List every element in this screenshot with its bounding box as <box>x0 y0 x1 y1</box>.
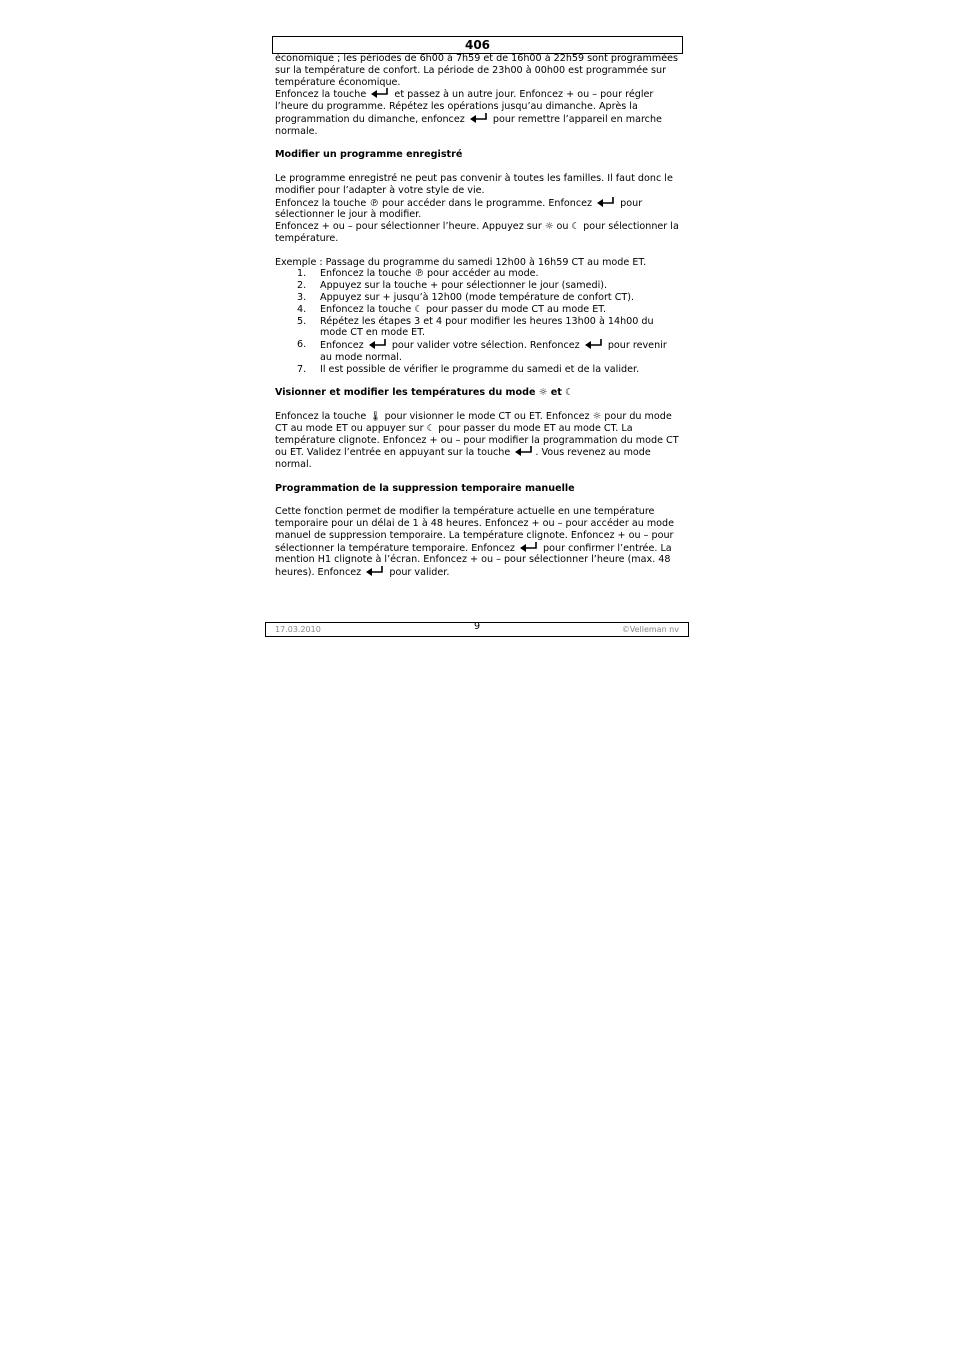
section-heading: Visionner et modifier les températures du mode ☼ et ☾ <box>275 387 574 399</box>
step-number: 4. <box>297 303 307 315</box>
paragraph: économique ; les périodes de 6h00 à 7h59 et de 16h00 à 22h59 sont programmées sur la température de confort. La période de 23h00 à 00h00 est programmée sur température économique. <box>275 53 679 88</box>
footer-date: 17.03.2010 <box>275 625 321 634</box>
enter-key-icon <box>369 339 387 349</box>
list-item <box>275 339 681 364</box>
text-run: pour confirmer l’entrée. La mention H1 clignote à l’écran. Enfoncez + ou – pour sélectionner l’heure (max. 48 heures). Enfoncez <box>275 542 672 579</box>
text-run: et passez à un autre jour. Enfoncez + ou – pour régler l’heure du programme. Répétez les opérations jusqu’au dimanche. Après la programmation du dimanche, enfoncez <box>275 89 654 125</box>
text-run: Enfoncez la touche ℗ pour accéder dans le programme. Enfoncez <box>275 197 593 209</box>
text-run: pour remettre l’appareil en marche normale. <box>275 113 662 137</box>
text-run: pour sélectionner le jour à modifier. <box>275 197 643 221</box>
paragraph <box>275 197 681 222</box>
step-text: pour valider votre sélection. Renfoncez <box>391 340 580 352</box>
list-item <box>275 280 681 292</box>
paragraph <box>275 411 681 471</box>
paragraph <box>275 88 681 137</box>
step-number: 5. <box>297 315 307 327</box>
footer-copyright: ©Velleman nv <box>621 625 679 634</box>
enter-key-icon <box>470 113 488 123</box>
text-run: Cette fonction permet de modifier la température actuelle en une température temporaire pour un délai de 1 à 48 heures. Enfoncez + ou – pour accéder au mode manuel de suppression temporaire. La température clignote. Enfoncez + ou – pour sélectionner la température temporaire. Enfoncez <box>275 506 675 554</box>
step-number: 3. <box>297 291 307 303</box>
document-body <box>275 53 681 579</box>
enter-key-icon <box>520 542 538 552</box>
step-number: 6. <box>297 339 307 351</box>
enter-key-icon <box>585 339 603 349</box>
enter-key-icon <box>366 566 384 576</box>
page-header-code: 406 <box>272 36 683 54</box>
list-item <box>275 268 681 280</box>
text-run: Enfoncez la touche <box>275 89 367 101</box>
step-text: Appuyez sur + jusqu’à 12h00 (mode température de confort CT). <box>320 291 635 303</box>
step-text: pour revenir au mode normal. <box>320 340 667 363</box>
text-run: Enfoncez la touche 🌡 pour visionner le mode CT ou ET. Enfoncez ☼ pour du mode CT au mode ET ou appuyer sur ☾ pour passer du mode ET au mode CT. La température clignote. Enfoncez + ou – pour modifier la programmation du mode CT ou ET. Validez l’entrée en appuyant sur la touche <box>275 410 679 459</box>
text-run: . Vous revenez au mode normal. <box>275 447 651 471</box>
step-text: Enfoncez la touche ℗ pour accéder au mode. <box>320 268 539 280</box>
steps-list <box>275 268 681 375</box>
step-number: 7. <box>297 363 307 375</box>
list-item <box>275 304 681 316</box>
paragraph: Le programme enregistré ne peut pas convenir à toutes les familles. Il faut donc le modifier pour l’adapter à votre style de vie. <box>275 172 673 196</box>
step-number: 1. <box>297 268 307 280</box>
step-text: Il est possible de vérifier le programme du samedi et de la valider. <box>320 363 640 375</box>
section-heading: Modifier un programme enregistré <box>275 149 463 161</box>
section-heading: Programmation de la suppression temporaire manuelle <box>275 482 575 494</box>
enter-key-icon <box>515 446 533 456</box>
step-text: Appuyez sur la touche + pour sélectionner le jour (samedi). <box>320 280 608 292</box>
list-item <box>275 316 681 340</box>
list-item <box>275 364 681 376</box>
enter-key-icon <box>597 197 615 207</box>
step-text: Enfoncez <box>320 340 364 352</box>
page-number: 9 <box>473 621 481 632</box>
enter-key-icon <box>371 88 389 98</box>
list-item <box>275 292 681 304</box>
step-text: Répétez les étapes 3 et 4 pour modifier les heures 13h00 à 14h00 du mode CT en mode ET. <box>320 315 654 339</box>
step-number: 2. <box>297 280 307 292</box>
step-text: Enfoncez la touche ☾ pour passer du mode CT au mode ET. <box>320 303 607 315</box>
page-footer <box>265 622 689 637</box>
paragraph <box>275 506 681 579</box>
text-run: pour valider. <box>389 567 450 579</box>
example-intro: Exemple : Passage du programme du samedi 12h00 à 16h59 CT au mode ET. <box>275 256 647 268</box>
paragraph: Enfoncez + ou – pour sélectionner l’heure. Appuyez sur ☼ ou ☾ pour sélectionner la température. <box>275 221 679 244</box>
